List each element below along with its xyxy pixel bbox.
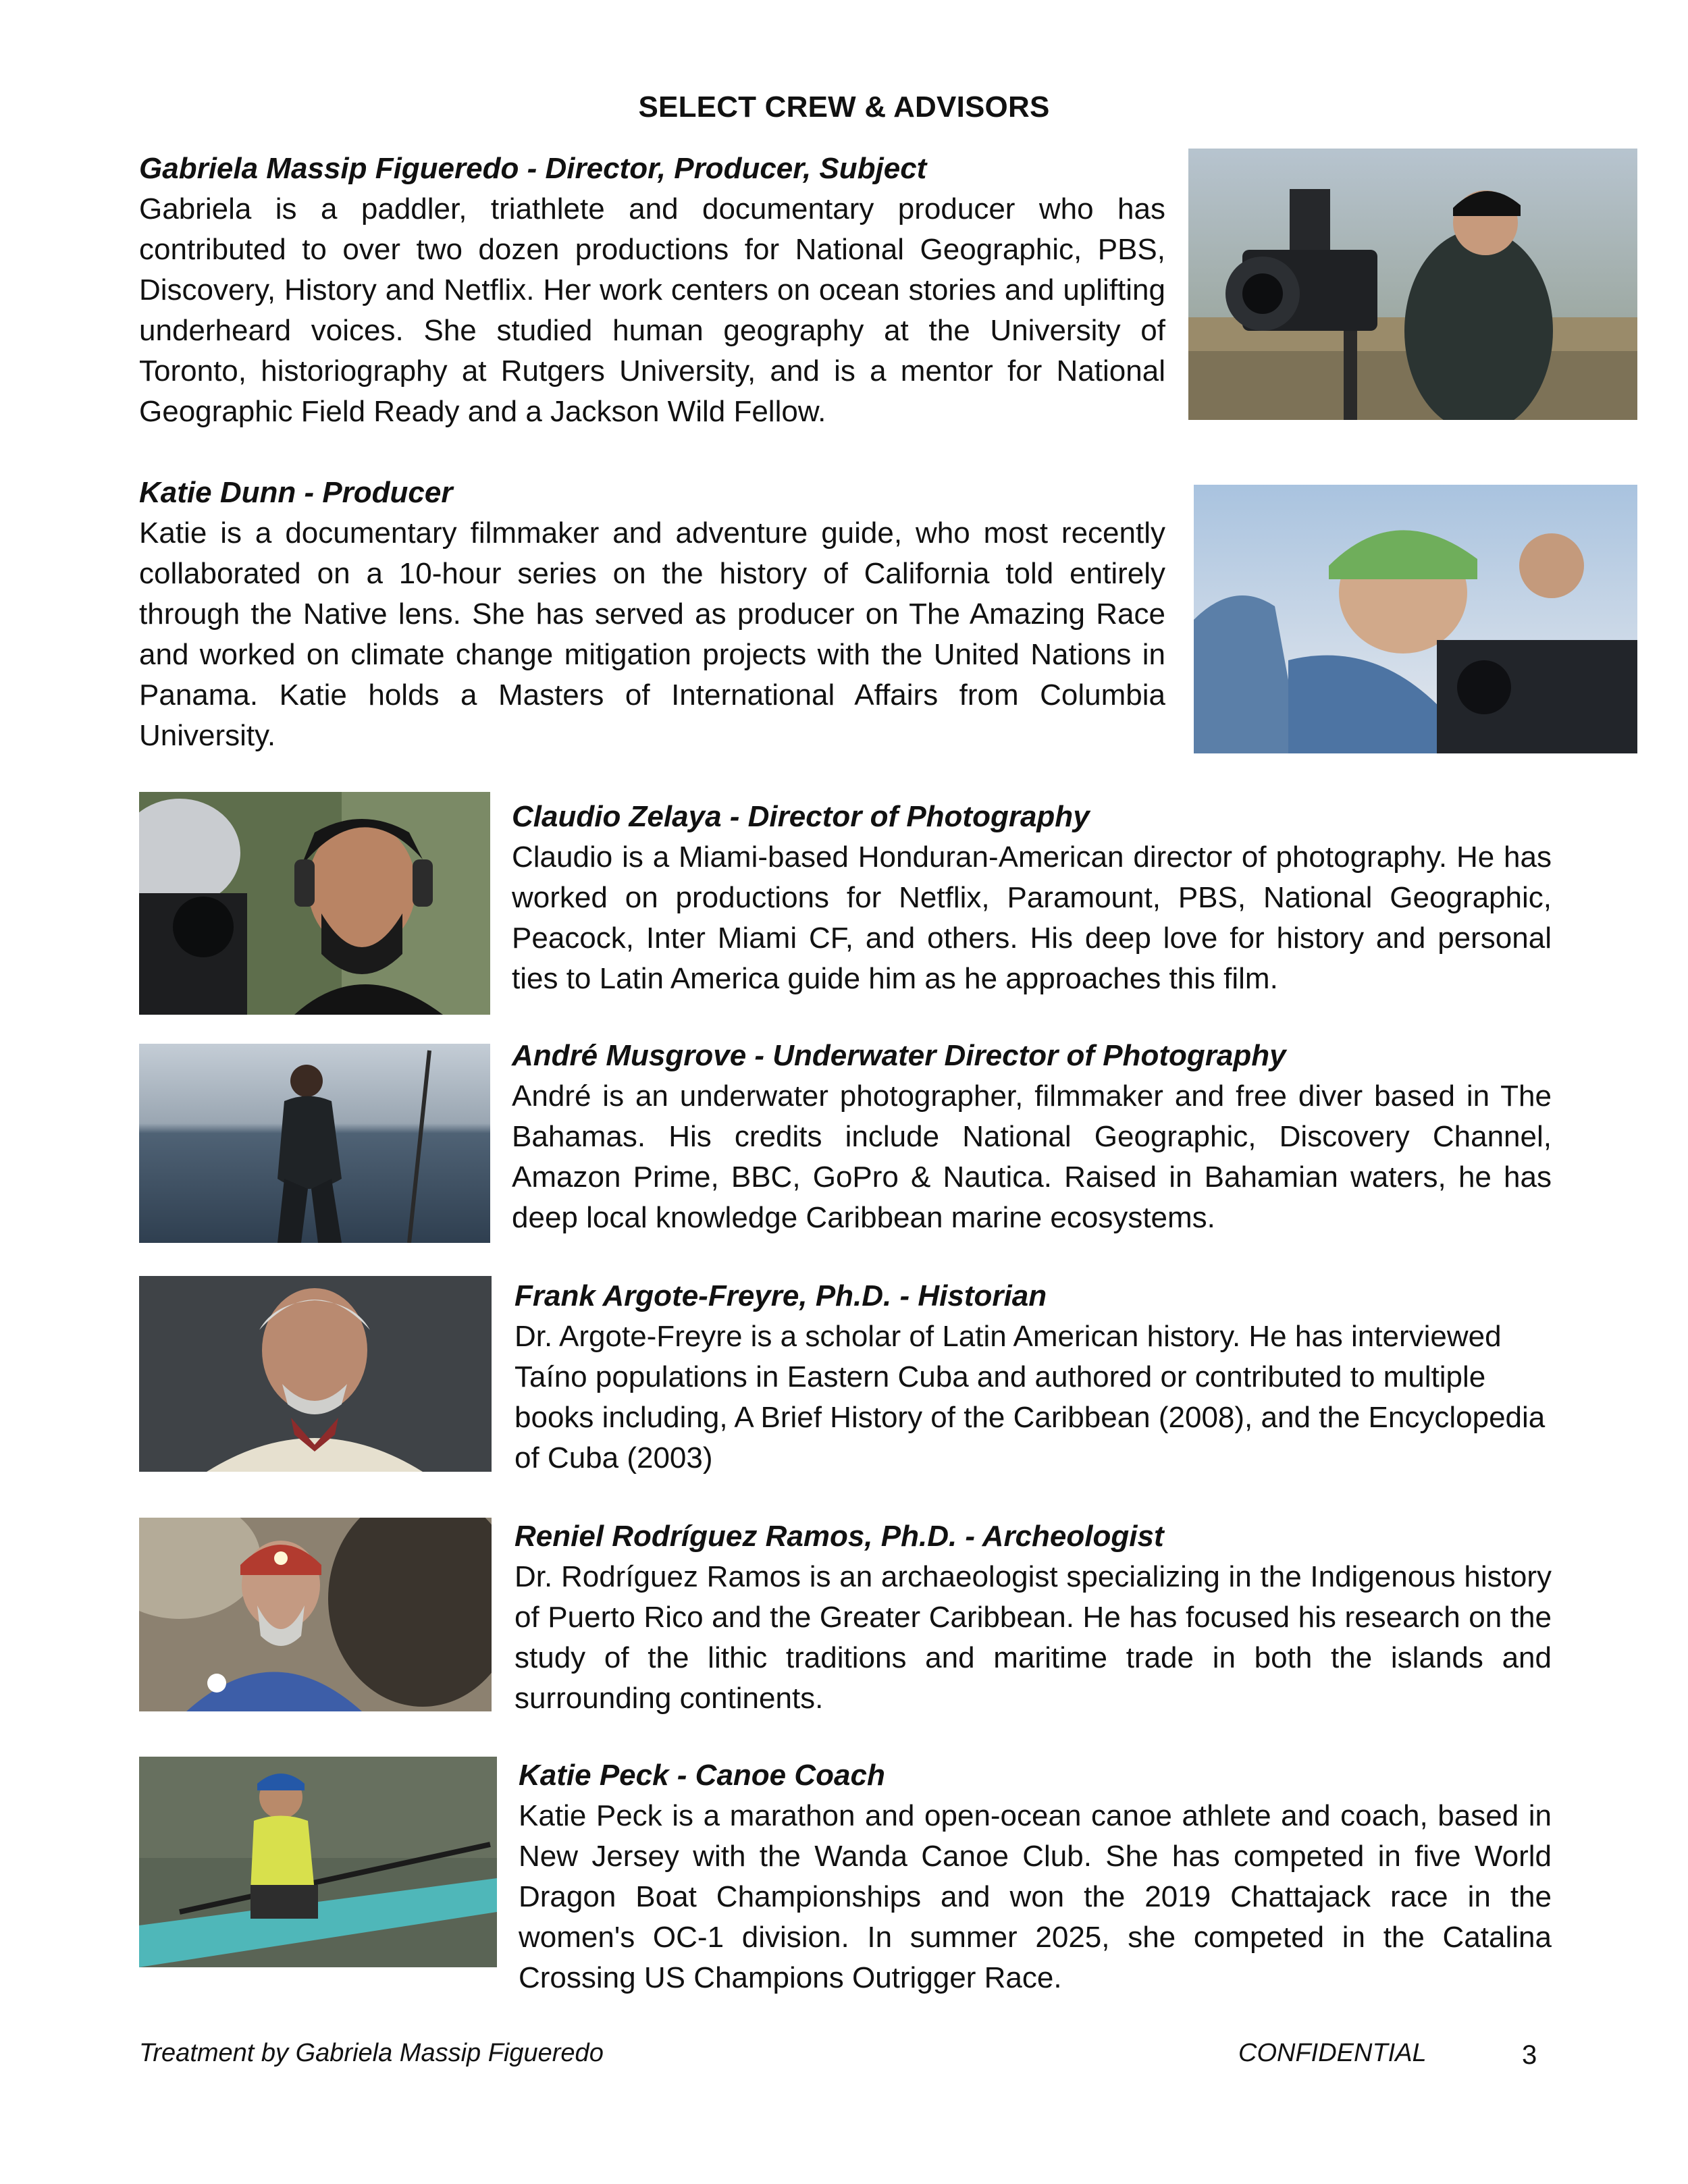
- crew-entry-frank-argote-freyre: [515, 1276, 1552, 1479]
- photo-andre-musgrove: [139, 1044, 490, 1243]
- crew-entry-andre-musgrove: [512, 1036, 1552, 1238]
- crew-entry-gabriela: [139, 149, 1165, 432]
- crew-name: Gabriela Massip Figueredo - Director, Producer, Subject: [139, 152, 927, 185]
- crew-entry-katie-peck: [519, 1755, 1552, 1998]
- photo-gabriela-camera: [1188, 149, 1637, 420]
- crew-name: Katie Peck - Canoe Coach: [519, 1759, 885, 1792]
- crew-bio: Dr. Rodríguez Ramos is an archaeologist specializing in the Indigenous history of Puerto Rico and the Greater Caribbean. He has focused his research on the study of the lithic traditions and maritime trade in both the islands and surrounding continents.: [515, 1560, 1552, 1715]
- crew-entry-katie-dunn: [139, 473, 1165, 756]
- crew-entry-claudio-zelaya: [512, 797, 1552, 999]
- crew-bio: Gabriela is a paddler, triathlete and documentary producer who has contributed to over two dozen productions for National Geographic, PBS, Discovery, History and Netflix. Her work centers on ocean stories and uplifting underheard voices. She studied human geography at the University of Toronto, historiography at Rutgers University, and is a mentor for National Geographic Field Ready and a Jackson Wild Fellow.: [139, 192, 1165, 428]
- crew-name: Frank Argote-Freyre, Ph.D. - Historian: [515, 1279, 1047, 1312]
- footer-credit: Treatment by Gabriela Massip Figueredo: [139, 2039, 604, 2067]
- photo-katie-dunn-filming: [1194, 485, 1637, 753]
- crew-name: André Musgrove - Underwater Director of Photography: [512, 1039, 1286, 1072]
- footer-confidential: CONFIDENTIAL: [1238, 2039, 1427, 2067]
- crew-bio: André is an underwater photographer, filmmaker and free diver based in The Bahamas. His credits include National Geographic, Discovery Channel, Amazon Prime, BBC, GoPro & Nautica. Raised in Bahamian waters, he has deep local knowledge Caribbean marine ecosystems.: [512, 1080, 1552, 1234]
- crew-name: Claudio Zelaya - Director of Photography: [512, 800, 1090, 833]
- crew-bio: Dr. Argote-Freyre is a scholar of Latin American history. He has interviewed Taíno populations in Eastern Cuba and authored or contributed to multiple books including, A Brief History of the Caribbean (2008), and the Encyclopedia of Cuba (2003): [515, 1320, 1546, 1474]
- photo-frank-argote-freyre: [139, 1276, 492, 1472]
- crew-entry-reniel-rodriguez-ramos: [515, 1516, 1552, 1719]
- photo-claudio-zelaya: [139, 792, 490, 1015]
- page-title: SELECT CREW & ADVISORS: [638, 90, 1050, 124]
- crew-bio: Katie Peck is a marathon and open-ocean canoe athlete and coach, based in New Jersey with the Wanda Canoe Club. She has competed in five World Dragon Boat Championships and won the 2019 Chattajack race in the women's OC-1 division. In summer 2025, she competed in the Catalina Crossing US Champions Outrigger Race.: [519, 1799, 1552, 1994]
- crew-name: Reniel Rodríguez Ramos, Ph.D. - Archeologist: [515, 1520, 1164, 1553]
- crew-name: Katie Dunn - Producer: [139, 476, 453, 509]
- crew-bio: Claudio is a Miami-based Honduran-American director of photography. He has worked on productions for Netflix, Paramount, PBS, National Geographic, Peacock, Inter Miami CF, and others. His deep love for history and personal ties to Latin America guide him as he approaches this film.: [512, 841, 1552, 995]
- crew-bio: Katie is a documentary filmmaker and adventure guide, who most recently collaborated on a 10-hour series on the history of California told entirely through the Native lens. She has served as producer on The Amazing Race and worked on climate change mitigation projects with the United Nations in Panama. Katie holds a Masters of International Affairs from Columbia University.: [139, 516, 1165, 752]
- page-number: 3: [1522, 2040, 1537, 2070]
- photo-reniel-rodriguez-ramos: [139, 1518, 492, 1711]
- photo-katie-peck-canoe: [139, 1757, 497, 1967]
